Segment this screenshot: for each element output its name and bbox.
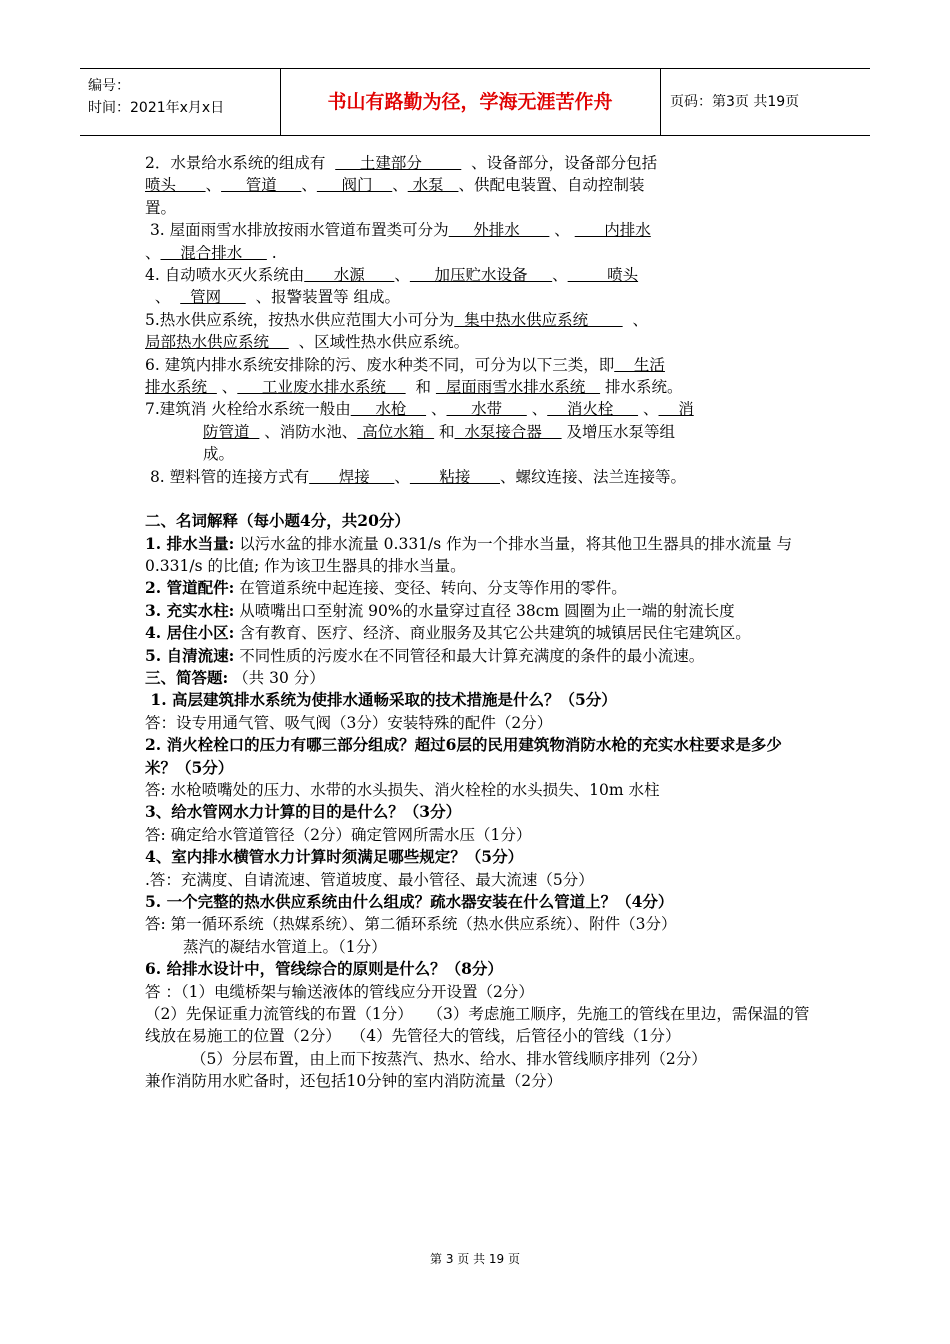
answer-blank: 阀门 <box>316 176 393 195</box>
definition-item <box>145 577 810 599</box>
page-header <box>80 68 870 136</box>
question-text: 7.建筑消 火栓给水系统一般由 <box>145 400 351 419</box>
question-text: 、 <box>549 221 575 240</box>
question-text: 和 <box>405 378 436 397</box>
question-text: 8. 塑料管的连接方式有 <box>145 467 310 486</box>
definition-text: 从喷嘴出口至射流 90%的水量穿过直径 38cm 圆圈为止一端的射流长度 <box>234 601 735 620</box>
definition-item <box>145 645 810 667</box>
question-text: 、 <box>394 266 410 285</box>
answer-blank: 管道 <box>221 176 302 195</box>
definition-item <box>145 622 810 644</box>
question-text: 、 <box>216 378 238 397</box>
question-q8 <box>145 466 810 488</box>
section3-title: 三、简答题: <box>145 667 229 687</box>
question-text: 成。 <box>203 445 235 464</box>
question-text: 、 <box>205 176 222 195</box>
question-text: 、 <box>301 176 317 195</box>
fill-in-section <box>145 152 810 488</box>
definition-text: 含有教育、医疗、经济、商业服务及其它公共建筑的城镇居民住宅建筑区。 <box>234 624 751 643</box>
question-q7b <box>145 421 810 466</box>
answer-blank: 喷头 <box>567 266 639 285</box>
answer-text: （5）分层布置，由上而下按蒸汽、热水、给水、排水管线顺序排列（2分） <box>191 1049 707 1068</box>
answer-blank: 混合排水 <box>160 243 267 262</box>
question-text: 、 <box>394 467 410 486</box>
document-body <box>145 152 810 1093</box>
answer-blank: 管网 <box>180 288 246 307</box>
question-text: 2．水景给水系统的组成有 <box>145 154 336 172</box>
question-title: 5. 一个完整的热水供应系统由什么组成？疏水器安装在什么管道上？（4分） <box>145 892 674 911</box>
question-q3 <box>145 219 810 264</box>
question-title: 2. 消火栓栓口的压力有哪三部分组成？超过6层的民用建筑物消防水枪的充实水柱要求是多少米？（5分） <box>145 735 782 777</box>
question-q7 <box>145 398 810 420</box>
question-text: 、 <box>622 310 648 329</box>
section-gap <box>145 488 810 510</box>
answer-blank: 外排水 <box>448 221 550 240</box>
question-title: 1. 高层建筑排水系统为使排水通畅采取的技术措施是什么？（5分） <box>145 690 617 710</box>
answer-blank: 集中热水供应系统 <box>454 310 623 329</box>
question-q6 <box>145 354 810 399</box>
question-text: 、螺纹连接、法兰连接等。 <box>500 467 687 486</box>
question-text: 置。 <box>145 198 177 217</box>
question-text: 排水系统。 <box>600 378 683 397</box>
question-text: . <box>266 243 277 262</box>
answer-blank: 水枪 <box>350 400 427 419</box>
question-text: 、 <box>392 176 408 195</box>
question-q2 <box>145 152 810 219</box>
answer-blank: 水源 <box>304 266 395 285</box>
question-text: 、 <box>638 400 659 419</box>
answer-blank: 工业废水排水系统 <box>237 378 406 397</box>
answer-text: .答：充满度、自请流速、管道坡度、最小管径、最大流速（5分） <box>145 870 594 889</box>
definition-item <box>145 600 810 622</box>
question-text: 3. 屋面雨雪水排放按雨水管道布置类可分为 <box>145 221 449 240</box>
header-motto: 书山有路勤为径，学海无涯苦作舟 <box>280 69 661 135</box>
definition-text: 以污水盆的排水流量 0.331/s 作为一个排水当量，将其他卫生器具的排水流量 与 0.331/s 的比值; 作为该卫生器具的排水当量。 <box>145 534 793 575</box>
question-text: 、区域性热水供应系统。 <box>288 333 470 352</box>
question-text: 和 <box>434 422 455 441</box>
short-answer-section <box>145 667 810 1093</box>
definition-text: 在管道系统中起连接、变径、转向、分支等作用的零件。 <box>234 579 627 598</box>
answer-blank: 内排水 <box>574 221 651 240</box>
definition-text: 不同性质的污废水在不同管径和最大计算充满度的条件的最小流速。 <box>234 646 705 665</box>
answer-blank: 水泵 <box>407 176 459 195</box>
answer-text: 兼作消防用水贮备时，还包括10分钟的室内消防流量（2分） <box>145 1072 563 1091</box>
question-text: 、 <box>526 400 548 419</box>
question-text: 6. 建筑内排水系统安排除的污、废水种类不同，可分为以下三类，即 <box>145 355 615 374</box>
answer-blank: 消火栓 <box>547 400 639 419</box>
answer-text: （2）先保证重力流管线的布置（1分） （3）考虑施工顺序，先施工的管线在里边，需保温的管线放在易施工的位置（2分） （4）先管径大的管线，后管径小的管线（1分） <box>145 1005 810 1046</box>
definition-term: 3. 充实水柱: <box>145 600 235 620</box>
code-label: 编号： <box>88 78 130 94</box>
date-label: 时间：2021年x月x日 <box>88 100 225 116</box>
answer-blank: 水带 <box>446 400 527 419</box>
question-text: 、 <box>145 243 161 262</box>
answer-blank: 水泵接合器 <box>454 422 562 441</box>
answer-blank: 加压贮水设备 <box>409 266 553 285</box>
question-q5 <box>145 309 810 354</box>
answer-text: 答：设专用通气管、吸气阀（3分）安装特殊的配件（2分） <box>145 713 553 732</box>
answer-blank: 粘接 <box>409 467 500 486</box>
answer-text: 答: 水枪喷嘴处的压力、水带的水头损失、消火栓栓的水头损失、10m 水柱 <box>145 780 660 799</box>
question-text: 、报警装置等 组成。 <box>245 288 401 307</box>
question-text: 4. 自动喷水灭火系统由 <box>145 266 305 285</box>
answer-blank: 喷头 <box>145 176 206 195</box>
page-footer: 第 3 页 共 19 页 <box>430 1252 520 1266</box>
question-text: 、消防水池、 <box>259 422 358 441</box>
question-text: 、 <box>426 400 447 419</box>
answer-blank: 防管道 <box>203 422 260 441</box>
section3-heading <box>145 667 810 689</box>
question-text: 5.热水供应系统，按热水供应范围大小可分为 <box>145 310 455 329</box>
answer-blank: 消 <box>658 400 694 419</box>
definition-term: 1. 排水当量: <box>145 533 235 553</box>
definition-term: 4. 居住小区: <box>145 623 235 643</box>
answer-text: 蒸汽的凝结水管道上。（1分） <box>183 937 387 956</box>
answer-blank: 焊接 <box>309 467 395 486</box>
answer-blank: 土建部分 <box>335 154 462 172</box>
definition-term: 2. 管道配件: <box>145 578 235 598</box>
definition-item <box>145 533 810 578</box>
answer-text: 答 ：（1）电缆桥架与输送液体的管线应分开设置（2分） <box>145 982 534 1001</box>
definition-term: 5. 自清流速: <box>145 645 235 665</box>
question-title: 3、给水管网水力计算的目的是什么？（3分） <box>145 802 462 822</box>
answer-blank: 屋面雨雪水排水系统 <box>435 378 601 397</box>
question-title: 6. 给排水设计中，管线综合的原则是什么？（8分） <box>145 959 503 979</box>
answer-blank: 生活 <box>614 355 665 374</box>
answer-text: 答: 确定给水管道管径（2分）确定管网所需水压（1分） <box>145 825 532 844</box>
question-text: 、供配电装置、自动控制装 <box>458 176 645 195</box>
answer-blank: 局部热水供应系统 <box>145 333 289 352</box>
question-title: 4、室内排水横管水力计算时须满足哪些规定？（5分） <box>145 847 524 867</box>
answer-blank: 高位水箱 <box>357 422 435 441</box>
question-q4 <box>145 264 810 309</box>
answer-text: 答: 第一循环系统（热媒系统）、第二循环系统（热水供应系统）、附件（3分） <box>145 915 677 934</box>
header-meta <box>80 69 281 135</box>
question-text: 、设备部分，设备部分包括 <box>461 154 658 172</box>
section2-title: 二、名词解释（每小题4分，共20分） <box>145 511 410 531</box>
section3-points: （共 30 分） <box>228 668 325 687</box>
question-text: 、 <box>552 266 568 285</box>
question-text: 及增压水泵等组 <box>561 422 676 441</box>
header-page-info: 页码：第3页 共19页 <box>670 94 800 110</box>
question-text: 、 <box>145 288 181 307</box>
answer-blank: 排水系统 <box>145 378 217 397</box>
definitions-section <box>145 510 810 667</box>
